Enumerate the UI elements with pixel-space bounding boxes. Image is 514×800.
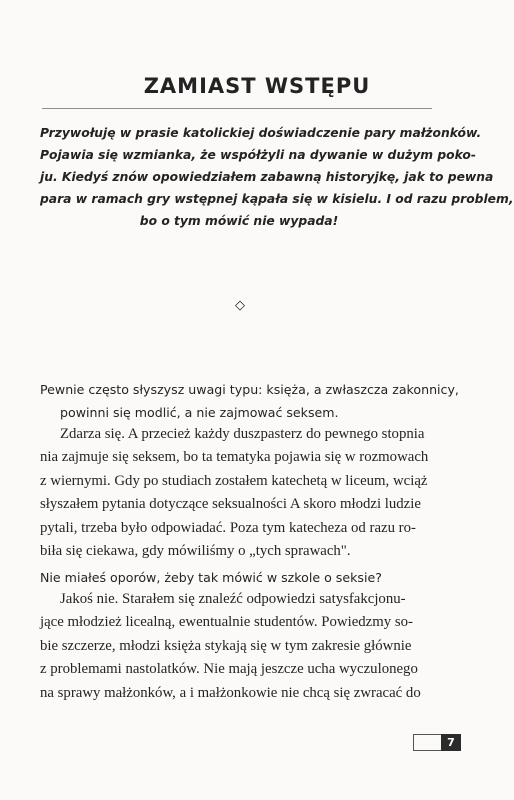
answer-line: Jakoś nie. Starałem się znaleźć odpowiedzi satysfakcjonu- xyxy=(60,591,406,607)
answer-2 xyxy=(40,588,440,705)
answer-line: nia zajmuje się seksem, bo ta tematyka pojawia się w rozmowach xyxy=(40,449,429,466)
intro-paragraph xyxy=(40,122,514,232)
intro-line: ju. Kiedyś znów opowiedziałem zabawną historyjkę, jak to pewna xyxy=(40,170,494,184)
answer-1 xyxy=(40,423,440,563)
question-2 xyxy=(40,566,440,589)
answer-line: jące młodzież licealną, ewentualnie studentów. Powiedzmy so- xyxy=(40,614,413,631)
answer-line: z problemami nastolatków. Nie mają jeszcze ucha wyczulonego xyxy=(40,661,418,678)
page-number-badge xyxy=(413,734,461,751)
answer-line: słyszałem pytania dotyczące seksualności A skoro młodzi ludzie xyxy=(40,496,421,513)
question-line: powinni się modlić, a nie zajmować seksem. xyxy=(60,405,339,421)
answer-line: Zdarza się. A przecież każdy duszpasterz do pewnego stopnia xyxy=(60,426,425,442)
answer-line: na sprawy małżonków, a i małżonkowie nie chcą się zwracać do xyxy=(40,684,421,701)
page-title: ZAMIAST WSTĘPU xyxy=(143,74,371,98)
answer-line: z wiernymi. Gdy po studiach zostałem katechetą w liceum, wciąż xyxy=(40,472,428,489)
intro-line: bo o tym mówić nie wypada! xyxy=(139,214,339,228)
page-number: 7 xyxy=(441,734,461,751)
question-1 xyxy=(40,378,459,425)
question-line: Pewnie często słyszysz uwagi typu: księża, a zwłaszcza zakonnicy, xyxy=(40,382,459,397)
intro-line: para w ramach gry wstępnej kąpała się w kisielu. I od razu problem, xyxy=(40,192,514,206)
answer-line: bie szczerze, młodzi księża stykają się w tym zakresie głównie xyxy=(40,637,412,654)
question-line: Nie miałeś oporów, żeby tak mówić w szkole o seksie? xyxy=(40,570,382,585)
page-number-frame xyxy=(413,734,442,751)
answer-line: biła się ciekawa, gdy mówiliśmy o „tych sprawach". xyxy=(40,543,351,560)
diamond-separator-icon: ◇ xyxy=(235,298,245,313)
intro-line: Przywołuję w prasie katolickiej doświadczenie pary małżonków. xyxy=(40,126,482,140)
title-divider xyxy=(42,108,432,109)
intro-line: Pojawia się wzmianka, że współżyli na dywanie w dużym poko- xyxy=(40,148,476,162)
answer-line: pytali, trzeba było odpowiadać. Poza tym katecheza od razu ro- xyxy=(40,519,416,536)
